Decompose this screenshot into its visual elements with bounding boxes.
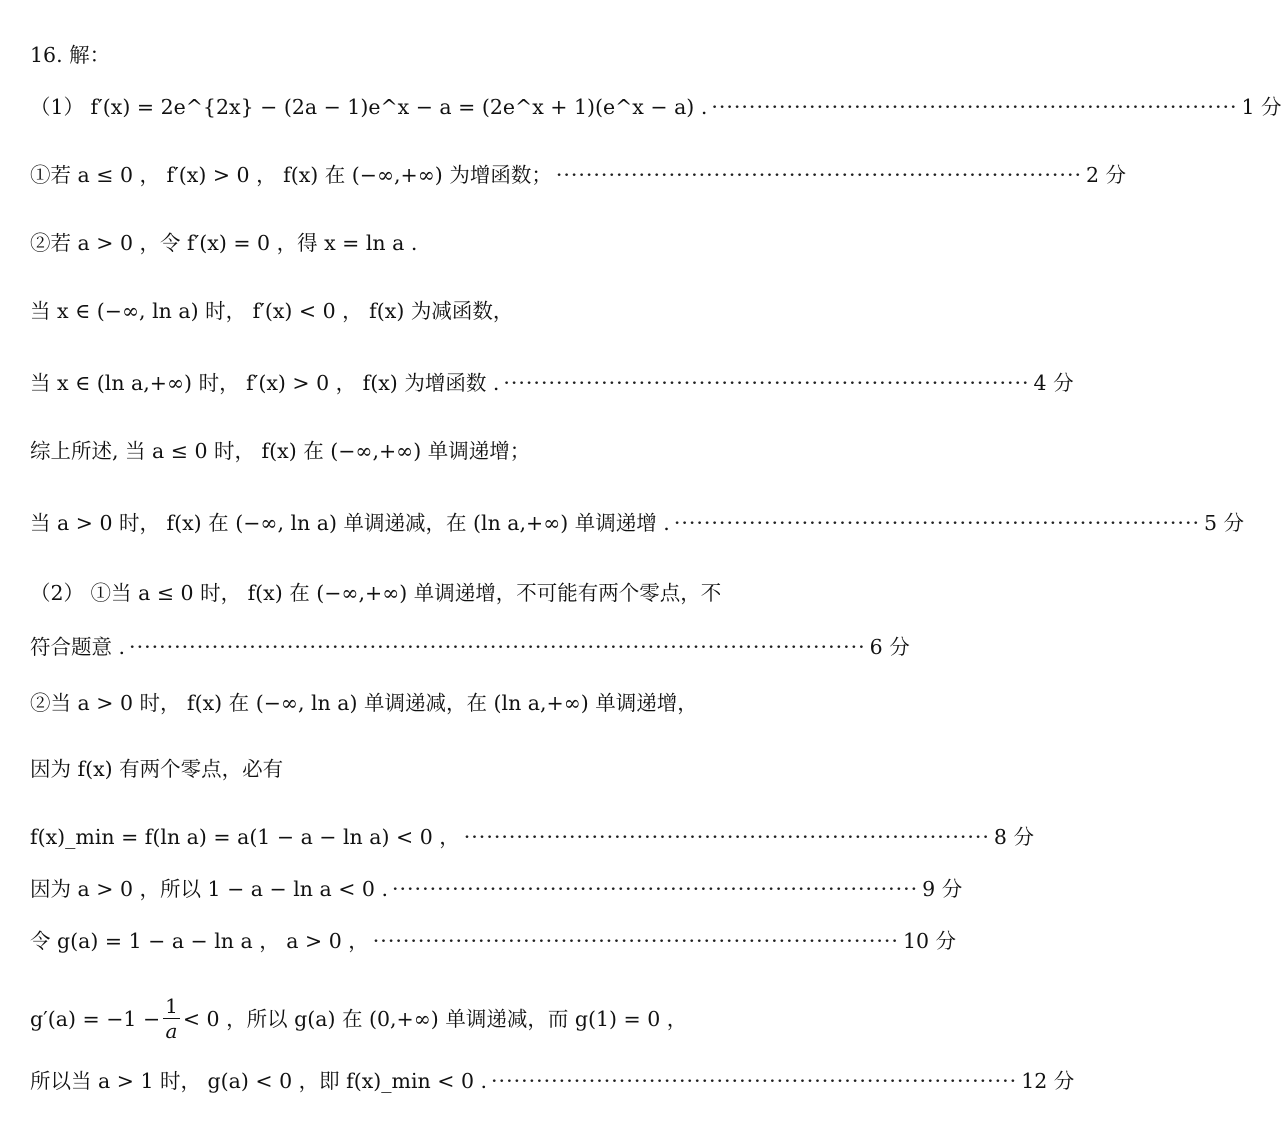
leader-dots: ······································································ <box>555 163 1082 187</box>
line-text: g′(a) = −1 − <box>30 1006 161 1031</box>
line-text: 令 g(a) = 1 − a − ln a ， a > 0 ， <box>30 929 369 953</box>
leader-dots: ······································································ <box>673 511 1200 535</box>
solution-line <box>30 436 778 466</box>
line-text: 因为 f(x) 有两个零点，必有 <box>30 757 284 781</box>
line-text: ②当 a > 0 时， f(x) 在 (−∞, ln a) 单调递减，在 (ln a,+∞) 单调递增， <box>30 691 698 715</box>
score-label: 6 分 <box>869 635 910 659</box>
solution-line <box>30 996 778 1041</box>
score-label: 12 分 <box>1021 1069 1075 1093</box>
line-text: （2） ①当 a ≤ 0 时， f(x) 在 (−∞,+∞) 单调递增，不可能有两个零点，不 <box>30 581 722 605</box>
score-label: 2 分 <box>1085 163 1127 187</box>
line-text: 当 a > 0 时， f(x) 在 (−∞, ln a) 单调递减，在 (ln a,+∞) 单调递增 . <box>30 511 670 535</box>
solution-line <box>30 368 1074 398</box>
line-text: ①若 a ≤ 0 ， f′(x) > 0 ， f(x) 在 (−∞,+∞) 为增函数； <box>30 163 552 187</box>
solution-line <box>30 926 957 956</box>
line-text: 当 x ∈ (ln a,+∞) 时， f′(x) > 0 ， f(x) 为增函数 . <box>30 371 500 395</box>
leader-dots: ······································································ <box>463 825 990 849</box>
solution-line <box>30 632 910 662</box>
solution-line <box>30 688 778 718</box>
line-text: ②若 a > 0 ，令 f′(x) = 0 ，得 x = ln a . <box>30 231 418 255</box>
line-text: 综上所述, 当 a ≤ 0 时， f(x) 在 (−∞,+∞) 单调递增； <box>30 439 531 463</box>
solution-line <box>30 822 1034 852</box>
line-text: 因为 a > 0 ，所以 1 − a − ln a < 0 . <box>30 877 388 901</box>
leader-dots: ······································································ <box>711 95 1238 119</box>
fraction-denominator: a <box>165 1019 178 1043</box>
fraction <box>163 996 180 1041</box>
score-label: 5 分 <box>1203 511 1245 535</box>
line-text: （1） f′(x) = 2e^{2x} − (2a − 1)e^x − a = (2e^x + 1)(e^x − a) . <box>30 95 708 119</box>
leader-dots: ······································································ <box>503 371 1030 395</box>
solution-line <box>30 754 778 784</box>
line-text: 符合题意 . <box>30 635 126 659</box>
heading-text: 16. 解： <box>30 43 111 67</box>
solution-line <box>30 578 778 608</box>
solution-line <box>30 296 778 326</box>
leader-dots: ······································································ <box>392 877 919 901</box>
solution-line <box>30 508 1245 538</box>
fraction-numerator: 1 <box>165 994 178 1018</box>
score-label: 9 分 <box>922 877 963 901</box>
solution-line <box>30 92 1282 122</box>
solution-heading <box>30 40 778 70</box>
solution-line <box>30 874 963 904</box>
leader-dots: ······································································ <box>491 1069 1018 1093</box>
leader-dots: ·································································································· <box>129 635 866 659</box>
solution-line <box>30 1066 1075 1096</box>
line-text: < 0 ，所以 g(a) 在 (0,+∞) 单调递减，而 g(1) = 0 ， <box>182 1006 688 1031</box>
line-text: f(x)_min = f(ln a) = a(1 − a − ln a) < 0 ， <box>30 825 460 849</box>
score-label: 10 分 <box>902 929 957 953</box>
score-label: 1 分 <box>1241 95 1282 119</box>
score-label: 8 分 <box>993 825 1034 849</box>
line-text: 当 x ∈ (−∞, ln a) 时， f′(x) < 0 ， f(x) 为减函数， <box>30 299 514 323</box>
line-text: 所以当 a > 1 时， g(a) < 0 ，即 f(x)_min < 0 . <box>30 1069 488 1093</box>
score-label: 4 分 <box>1033 371 1074 395</box>
solution-line <box>30 228 778 258</box>
solution-line <box>30 160 1127 190</box>
leader-dots: ······································································ <box>372 929 899 953</box>
